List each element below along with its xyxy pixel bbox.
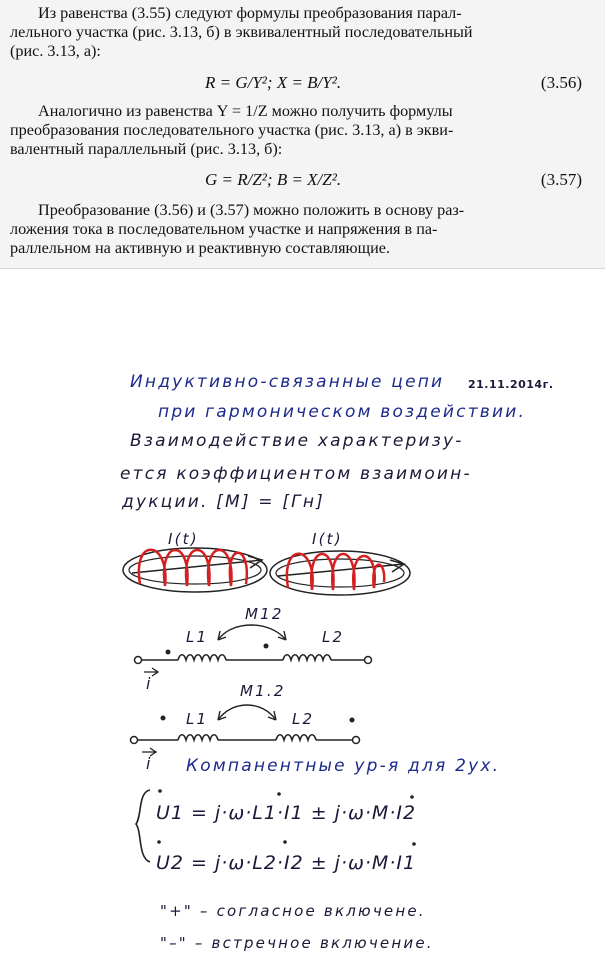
equation-system-brace: [136, 790, 150, 862]
printed-textbook-section: [0, 0, 605, 269]
notes-text-line3: дукции. [M] = [Гн]: [122, 492, 325, 512]
coil-2-drawing: [270, 551, 410, 595]
notes-date: 21.11.2014г.: [468, 378, 554, 391]
notes-text-line2: ется коэффициентом взаимоин-: [120, 464, 472, 484]
text-line: Аналогично из равенства Y = 1/Z можно получить формулы: [38, 102, 453, 120]
coil-1-current-label: I(t): [168, 530, 199, 548]
current-label-2: i: [146, 754, 153, 773]
inductor-l1-label-2: L1: [186, 710, 209, 728]
circuit-2-drawing: [131, 705, 360, 756]
formula-356: [0, 73, 605, 95]
paragraph-parallel-conversion: [10, 102, 582, 159]
note-plus-consonant: "+" – согласное включене.: [160, 902, 426, 920]
formula-357: [0, 170, 605, 192]
inductor-l1-label-1: L1: [186, 628, 209, 646]
paragraph-decomposition: [10, 201, 582, 258]
handwritten-notes: [0, 268, 605, 957]
notes-title-line2: при гармоническом воздействии.: [158, 402, 527, 422]
equation-u1: U1 = j·ω·L1·I1 ± j·ω·M·I2: [156, 802, 417, 824]
notes-text-line1: Взаимодействие характеризу-: [130, 431, 464, 451]
formula-number: (3.57): [540, 170, 582, 189]
mutual-inductance-label-1: M12: [245, 605, 284, 623]
text-line: лельного участка (рис. 3.13, б) в эквивалентный последовательный: [10, 23, 473, 41]
equation-u2: U2 = j·ω·L2·I2 ± j·ω·M·I1: [156, 852, 417, 874]
text-line: (рис. 3.13, а):: [10, 42, 101, 60]
formula-expression: R = G/Y²; X = B/Y².: [205, 73, 342, 92]
text-line: Из равенства (3.55) следуют формулы преобразования парал-: [38, 4, 462, 22]
note-minus-opposite: "–" – встречное включение.: [160, 934, 434, 952]
paragraph-series-conversion: [10, 4, 582, 61]
current-label-1: i: [146, 674, 153, 693]
inductor-l2-label-1: L2: [322, 628, 345, 646]
text-line: раллельном на активную и реактивную составляющие.: [10, 239, 390, 257]
notes-title-line1: Индуктивно-связанные цепи: [130, 372, 445, 392]
mutual-inductance-label-2: M1.2: [240, 682, 286, 700]
text-line: преобразования последовательного участка (рис. 3.13, а) в экви-: [10, 121, 454, 139]
formula-number: (3.56): [540, 73, 582, 92]
coil-2-current-label: I(t): [312, 530, 343, 548]
coil-1-drawing: [123, 548, 267, 592]
formula-expression: G = R/Z²; B = X/Z².: [205, 170, 342, 189]
text-line: валентный параллельный (рис. 3.13, б):: [10, 140, 283, 158]
text-line: Преобразование (3.56) и (3.57) можно положить в основу раз-: [38, 201, 465, 219]
component-equations-heading: Компанентные ур-я для 2ух.: [186, 756, 501, 776]
text-line: ложения тока в последовательном участке и напряжения в па-: [10, 220, 438, 238]
inductor-l2-label-2: L2: [292, 710, 315, 728]
